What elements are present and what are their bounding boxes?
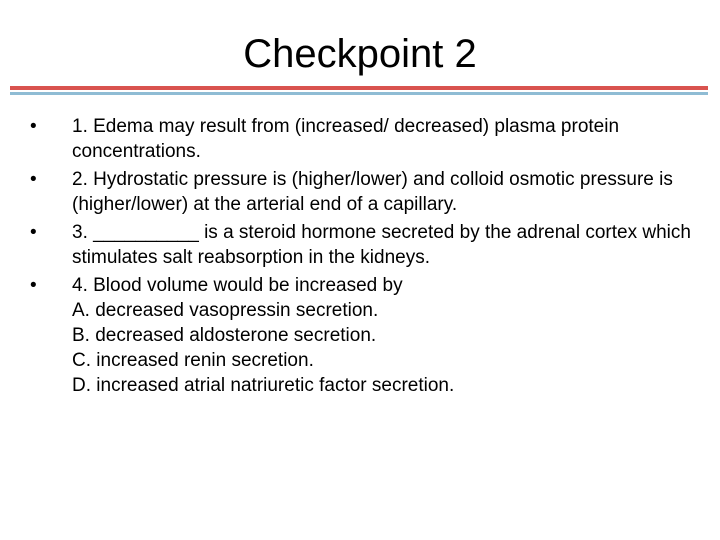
question-list xyxy=(30,114,700,401)
answer-option: D. increased atrial natriuretic factor secretion. xyxy=(72,375,455,396)
question-text: 3. __________ is a steroid hormone secreted by the adrenal cortex which stimulates salt reabsorption in the kidneys. xyxy=(72,222,691,268)
bullet-icon: • xyxy=(30,169,37,190)
title-divider-blue xyxy=(10,92,708,95)
slide-title: Checkpoint 2 xyxy=(243,32,477,76)
question-item xyxy=(30,167,700,217)
question-text: 4. Blood volume would be increased by xyxy=(72,275,403,296)
question-text: 2. Hydrostatic pressure is (higher/lower) and colloid osmotic pressure is (higher/lower) at the arterial end of a capillary. xyxy=(72,169,673,215)
bullet-icon: • xyxy=(30,116,37,137)
question-item xyxy=(30,273,700,398)
answer-option: C. increased renin secretion. xyxy=(72,350,314,371)
title-divider-red xyxy=(10,86,708,90)
question-item xyxy=(30,114,700,164)
question-item xyxy=(30,220,700,270)
bullet-icon: • xyxy=(30,275,37,296)
answer-option: A. decreased vasopressin secretion. xyxy=(72,300,379,321)
answer-option: B. decreased aldosterone secretion. xyxy=(72,325,377,346)
bullet-icon: • xyxy=(30,222,37,243)
question-text: 1. Edema may result from (increased/ decreased) plasma protein concentrations. xyxy=(72,116,620,162)
